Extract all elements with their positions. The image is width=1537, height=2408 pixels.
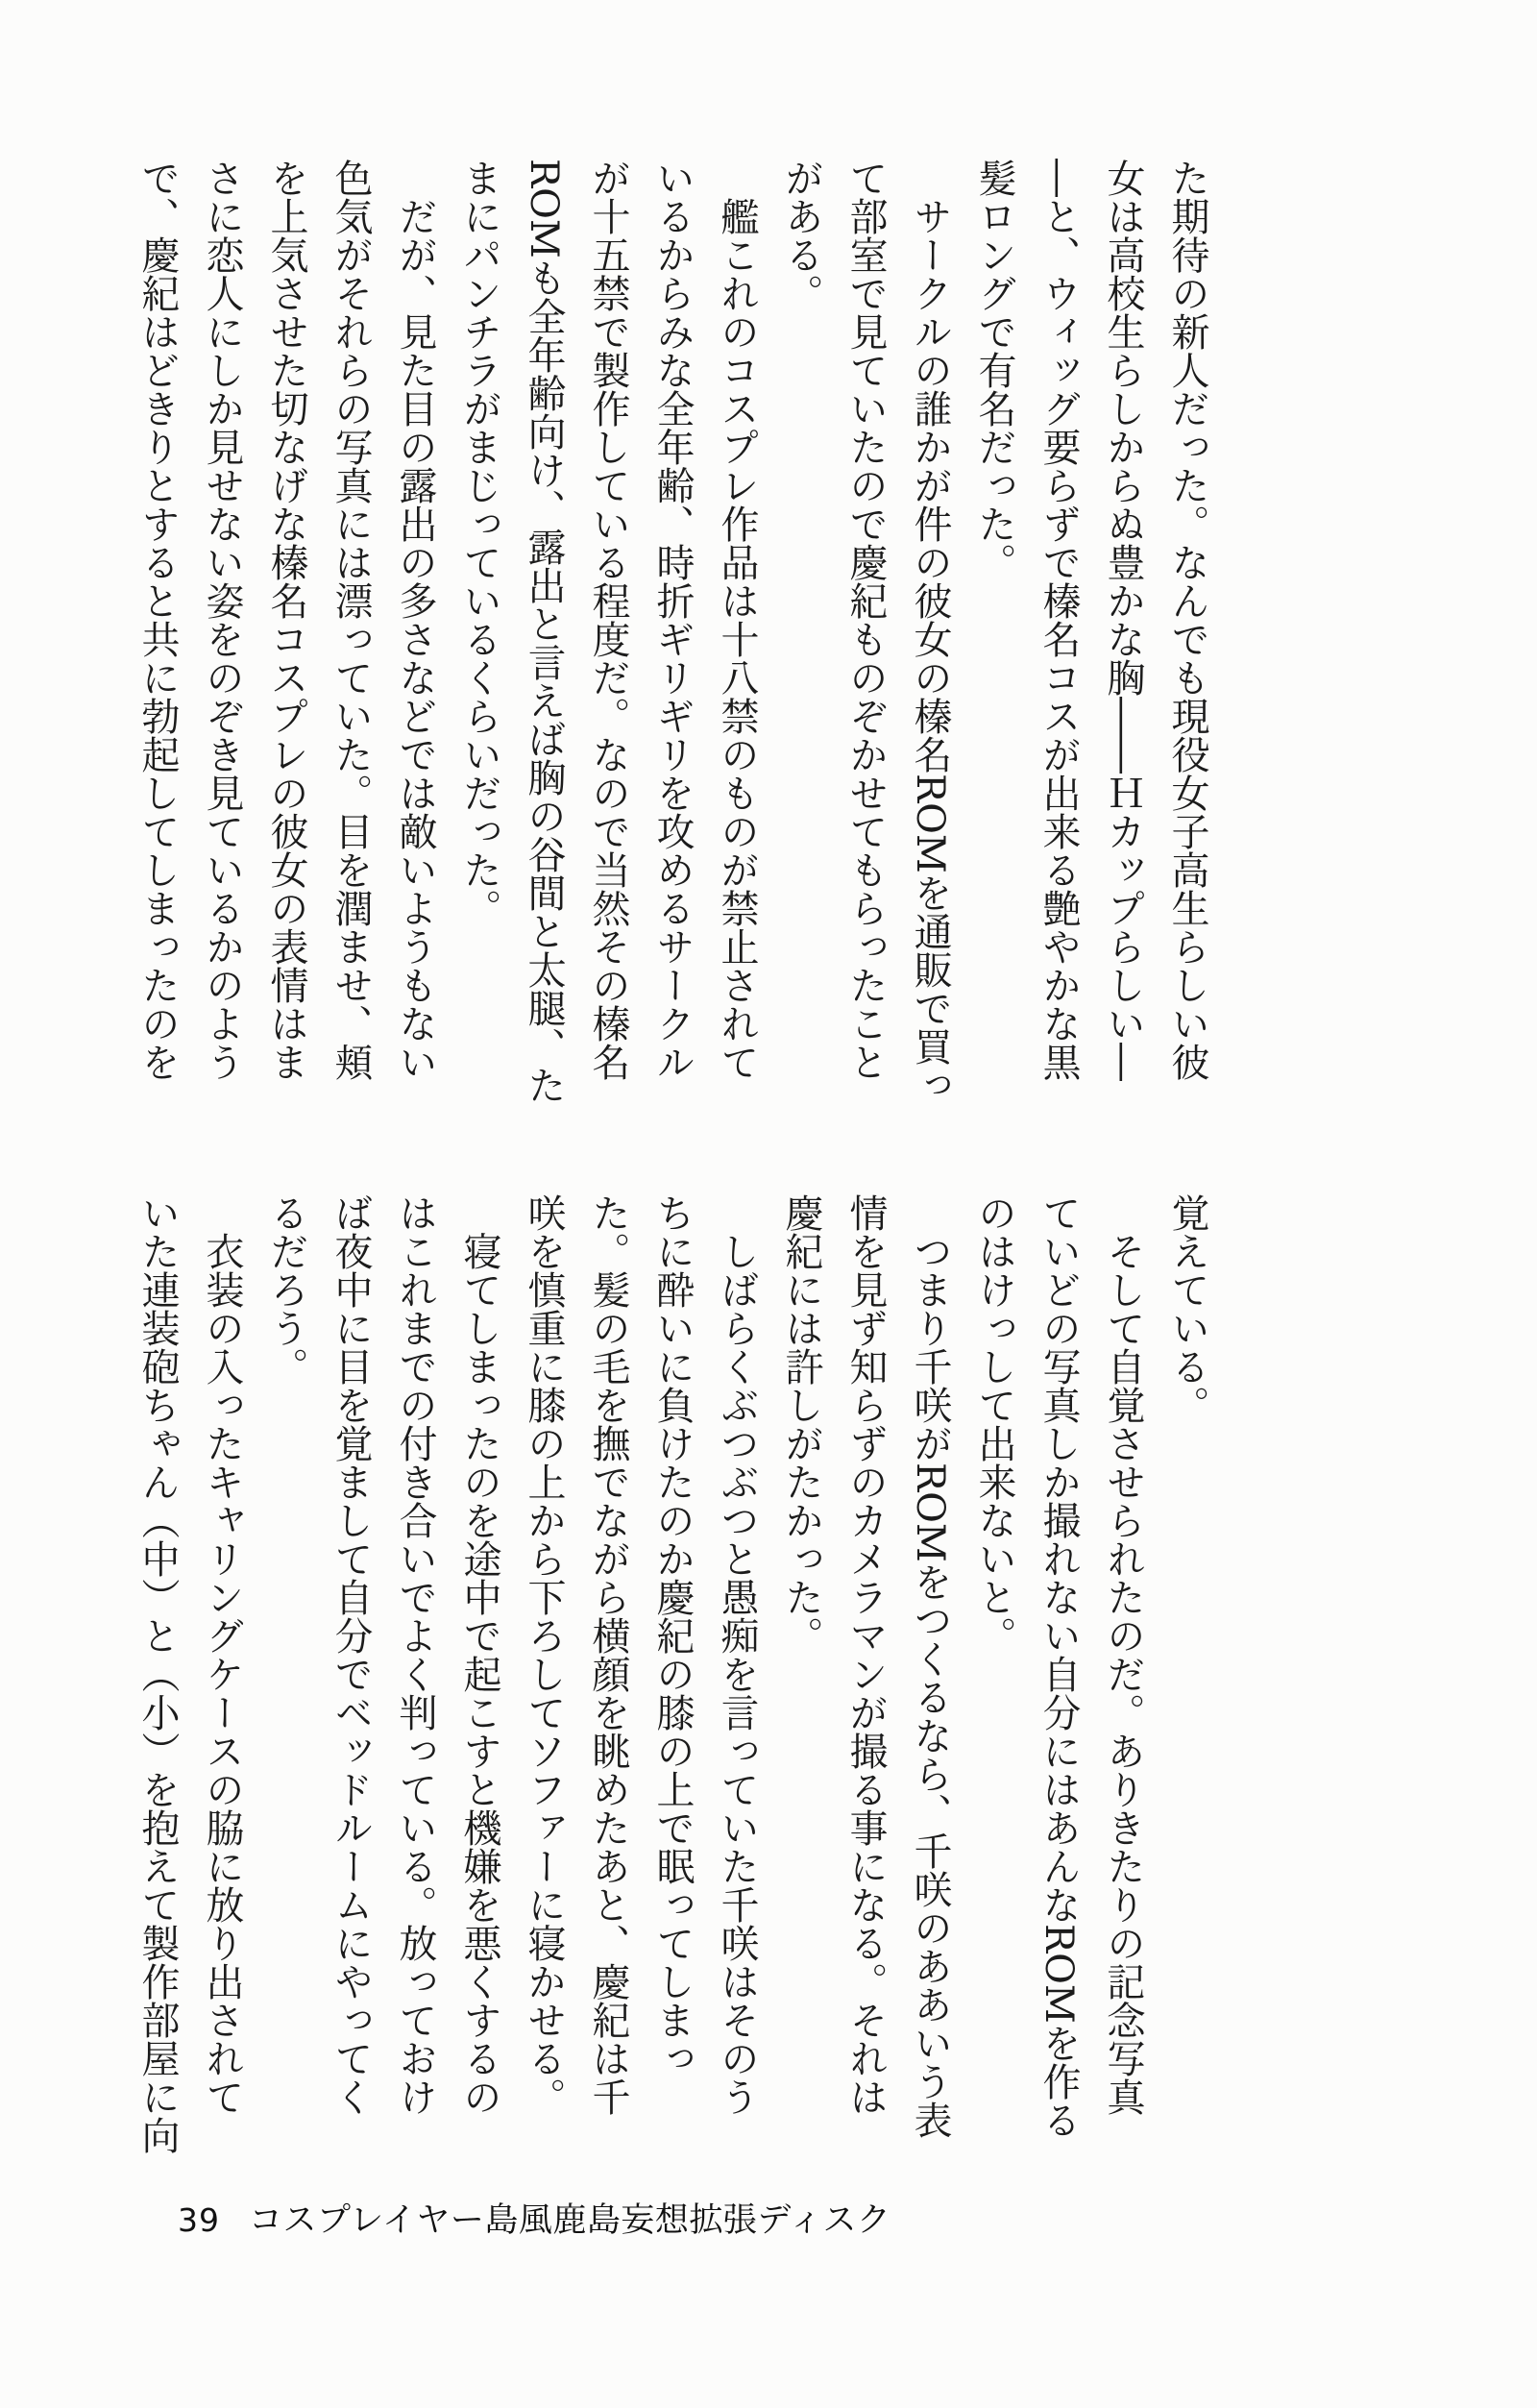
text-column: で、慶紀はどきりとすると共に勃起してしまったのを [135, 159, 180, 1081]
text-column: 覚えている。 [1165, 1193, 1209, 1424]
upper-text-block [125, 159, 1219, 1139]
text-column: まにパンチラがまじっているくらいだった。 [457, 159, 501, 927]
text-column: 寝てしまったのを途中で起こすと機嫌を悪くするの [457, 1193, 501, 2116]
text-column: を上気させた切なげな榛名コスプレの彼女の表情はま [264, 159, 308, 1081]
text-column: 慶紀には許しがたかった。 [779, 1193, 823, 1655]
text-column: さに恋人にしか見せない姿をのぞき見ているかのよう [200, 159, 244, 1081]
text-column: ROMも全年齢向け、露出と言えば胸の谷間と太腿、た [522, 159, 566, 1104]
text-column: いた連装砲ちゃん（中）と（小）を抱えて製作部屋に向 [135, 1193, 180, 2154]
text-column: つまり千咲がROMをつくるなら、千咲のああいう表 [908, 1193, 952, 2139]
text-column: いるからみな全年齢、時折ギリギリを攻めるサークル [650, 159, 695, 1081]
text-column: はこれまでの付き合いでよく判っている。放っておけ [393, 1193, 437, 2116]
text-column: ば夜中に目を覚まして自分でベッドルームにやってく [329, 1193, 373, 2116]
page-number: 39 [178, 2201, 220, 2239]
text-column: 情を見ず知らずのカメラマンが撮る事になる。それは [843, 1193, 888, 2116]
running-title: コスプレイヤー島風鹿島妄想拡張ディスク [249, 2201, 891, 2240]
text-column: 色気がそれらの写真には漂っていた。目を潤ませ、頬 [329, 159, 373, 1081]
text-column: がある。 [779, 159, 823, 312]
text-column: 艦これのコスプレ作品は十八禁のものが禁止されて [715, 159, 759, 1081]
text-column: 衣装の入ったキャリングケースの脇に放り出されて [200, 1193, 244, 2116]
text-column: のはけっして出来ないと。 [972, 1193, 1016, 1655]
text-column: 咲を慎重に膝の上から下ろしてソファーに寝かせる。 [522, 1193, 566, 2116]
text-column: ―と、ウィッグ要らずで榛名コスが出来る艶やかな黒 [1037, 159, 1081, 1081]
text-column: だが、見た目の露出の多さなどでは敵いようもない [393, 159, 437, 1081]
text-column: ていどの写真しか撮れない自分にはあんなROMを作る [1037, 1193, 1081, 2139]
text-column: しばらくぶつぶつと愚痴を言っていた千咲はそのう [715, 1193, 759, 2116]
text-column: ちに酔いに負けたのか慶紀の膝の上で眠ってしまっ [650, 1193, 695, 2077]
text-column: た。髪の毛を撫でながら横顔を眺めたあと、慶紀は千 [586, 1193, 630, 2116]
text-column: た期待の新人だった。なんでも現役女子高生らしい彼 [1165, 159, 1209, 1081]
page-footer [178, 2194, 891, 2242]
text-column: て部室で見ていたので慶紀ものぞかせてもらったこと [843, 159, 888, 1081]
text-column: 髪ロングで有名だった。 [972, 159, 1016, 581]
text-column: が十五禁で製作している程度だ。なので当然その榛名 [586, 159, 630, 1081]
text-column: 女は高校生らしからぬ豊かな胸――Ｈカップらしい― [1101, 159, 1145, 1081]
lower-text-block [125, 1193, 1219, 2174]
text-column: サークルの誰かが件の彼女の榛名ROMを通販で買っ [908, 159, 952, 1104]
text-column: るだろう。 [264, 1193, 308, 1386]
text-column: そして自覚させられたのだ。ありきたりの記念写真 [1101, 1193, 1145, 2116]
